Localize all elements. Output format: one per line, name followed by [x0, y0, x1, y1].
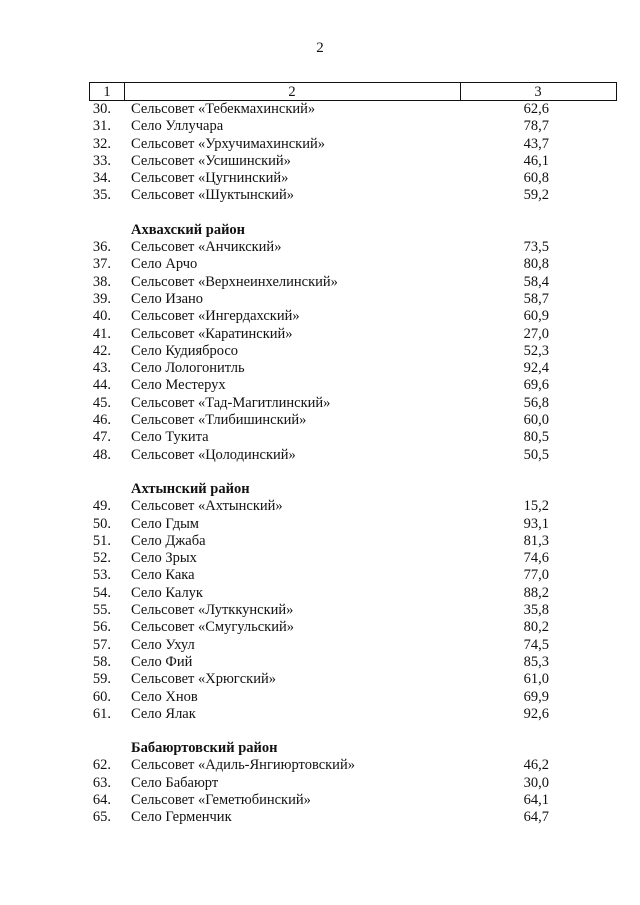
- settlement-name: Село Гдым: [131, 515, 199, 532]
- settlement-name: Село Кака: [131, 567, 195, 584]
- row-value: 59,2: [523, 187, 549, 204]
- table-row: [89, 412, 617, 429]
- settlement-name: Село Лологонитль: [131, 360, 245, 377]
- row-number: 58.: [92, 653, 111, 670]
- table-row: [89, 498, 617, 515]
- settlement-name: Село Тукита: [131, 429, 209, 446]
- table-row: [89, 689, 617, 706]
- table-row: [89, 637, 617, 654]
- table-row: [89, 326, 617, 343]
- row-value: 74,5: [523, 636, 549, 653]
- row-number: 42.: [92, 342, 111, 359]
- settlement-name: Село Кудиябросо: [131, 342, 239, 359]
- settlement-name: Село Джаба: [131, 532, 206, 549]
- settlement-name: Сельсовет «Анчикский»: [131, 239, 282, 256]
- table-row: [89, 395, 617, 412]
- district-title: Бабаюртовский район: [131, 740, 278, 757]
- row-number: 52.: [92, 550, 111, 567]
- settlement-name: Сельсовет «Шуктынский»: [131, 187, 295, 204]
- row-number: 39.: [92, 290, 111, 307]
- table-row: [89, 101, 617, 118]
- table-row: [89, 136, 617, 153]
- row-value: 64,1: [523, 791, 549, 808]
- row-value: 80,5: [523, 429, 549, 446]
- row-number: 56.: [92, 619, 111, 636]
- settlement-name: Сельсовет «Тлибишинский»: [131, 412, 307, 429]
- settlement-name: Сельсовет «Геметюбинский»: [131, 791, 311, 808]
- table-row: [89, 274, 617, 291]
- row-number: 47.: [92, 429, 111, 446]
- settlement-name: Село Уллучара: [131, 118, 224, 135]
- table-row: [89, 775, 617, 792]
- district-heading-row: [89, 740, 617, 757]
- table-row: [89, 809, 617, 826]
- row-value: 69,9: [523, 688, 549, 705]
- row-number: 51.: [92, 532, 111, 549]
- row-value: 62,6: [523, 101, 549, 117]
- row-number: 44.: [92, 377, 111, 394]
- settlement-name: Сельсовет «Лутккунский»: [131, 602, 294, 619]
- row-value: 27,0: [523, 325, 549, 342]
- row-number: 31.: [92, 118, 111, 135]
- table-row: [89, 567, 617, 584]
- row-number: 61.: [92, 705, 111, 722]
- table-row: [89, 757, 617, 774]
- row-value: 60,9: [523, 308, 549, 325]
- row-value: 58,7: [523, 290, 549, 307]
- row-number: 60.: [92, 688, 111, 705]
- settlement-name: Сельсовет «Цугнинский»: [131, 170, 289, 187]
- row-number: 54.: [92, 584, 111, 601]
- group-spacer: [89, 205, 617, 222]
- data-table: [89, 82, 617, 827]
- settlement-name: Сельсовет «Ингердахский»: [131, 308, 300, 325]
- row-value: 64,7: [523, 809, 549, 826]
- row-value: 46,1: [523, 152, 549, 169]
- table-row: [89, 550, 617, 567]
- row-value: 78,7: [523, 118, 549, 135]
- row-number: 65.: [92, 809, 111, 826]
- row-value: 61,0: [523, 671, 549, 688]
- row-number: 48.: [92, 446, 111, 463]
- district-title: Ахтынский район: [131, 480, 250, 497]
- table-row: [89, 343, 617, 360]
- row-value: 93,1: [523, 515, 549, 532]
- row-number: 59.: [92, 671, 111, 688]
- row-number: 40.: [92, 308, 111, 325]
- settlement-name: Сельсовет «Цолодинский»: [131, 446, 296, 463]
- row-number: 53.: [92, 567, 111, 584]
- row-value: 52,3: [523, 342, 549, 359]
- settlement-name: Село Арчо: [131, 256, 198, 273]
- group-spacer: [89, 464, 617, 481]
- settlement-name: Сельсовет «Тад-Магитлинский»: [131, 394, 331, 411]
- settlement-name: Село Ялак: [131, 705, 196, 722]
- settlement-name: Село Местерух: [131, 377, 226, 394]
- table-row: [89, 429, 617, 446]
- table-row: [89, 308, 617, 325]
- row-value: 43,7: [523, 135, 549, 152]
- row-value: 74,6: [523, 550, 549, 567]
- row-value: 88,2: [523, 584, 549, 601]
- header-col-1: 1: [90, 83, 125, 100]
- settlement-name: Село Зрых: [131, 550, 197, 567]
- group-spacer: [89, 723, 617, 740]
- settlement-name: Сельсовет «Ахтынский»: [131, 498, 283, 515]
- settlement-name: Село Бабаюрт: [131, 774, 219, 791]
- row-number: 46.: [92, 412, 111, 429]
- district-heading-row: [89, 481, 617, 498]
- table-row: [89, 619, 617, 636]
- row-value: 30,0: [523, 774, 549, 791]
- header-col-2: 2: [124, 83, 461, 100]
- row-value: 35,8: [523, 602, 549, 619]
- settlement-name: Село Хнов: [131, 688, 198, 705]
- row-number: 57.: [92, 636, 111, 653]
- settlement-name: Сельсовет «Каратинский»: [131, 325, 293, 342]
- row-number: 38.: [92, 273, 111, 290]
- row-number: 43.: [92, 360, 111, 377]
- row-value: 85,3: [523, 653, 549, 670]
- row-number: 30.: [92, 101, 111, 117]
- table-row: [89, 447, 617, 464]
- settlement-name: Село Ухул: [131, 636, 195, 653]
- row-number: 33.: [92, 152, 111, 169]
- district-heading-row: [89, 222, 617, 239]
- row-value: 73,5: [523, 239, 549, 256]
- settlement-name: Сельсовет «Адиль-Янгиюртовский»: [131, 757, 355, 774]
- header-col-3: 3: [534, 84, 542, 100]
- table-row: [89, 516, 617, 533]
- settlement-name: Село Герменчик: [131, 809, 232, 826]
- table-row: [89, 360, 617, 377]
- row-number: 63.: [92, 774, 111, 791]
- settlement-name: Сельсовет «Верхнеинхелинский»: [131, 273, 338, 290]
- row-number: 62.: [92, 757, 111, 774]
- row-number: 35.: [92, 187, 111, 204]
- settlement-name: Село Фий: [131, 653, 193, 670]
- row-number: 49.: [92, 498, 111, 515]
- table-row: [89, 170, 617, 187]
- table-row: [89, 291, 617, 308]
- row-value: 15,2: [523, 498, 549, 515]
- table-row: [89, 118, 617, 135]
- table-row: [89, 671, 617, 688]
- table-row: [89, 187, 617, 204]
- row-value: 56,8: [523, 394, 549, 411]
- row-value: 92,4: [523, 360, 549, 377]
- row-number: 64.: [92, 791, 111, 808]
- settlement-name: Сельсовет «Тебекмахинский»: [131, 101, 316, 117]
- table-body: [89, 101, 617, 827]
- table-row: [89, 792, 617, 809]
- row-value: 60,8: [523, 170, 549, 187]
- page-number: 2: [316, 40, 324, 56]
- row-value: 80,2: [523, 619, 549, 636]
- table-row: [89, 706, 617, 723]
- table-row: [89, 153, 617, 170]
- table-row: [89, 585, 617, 602]
- row-number: 32.: [92, 135, 111, 152]
- row-value: 46,2: [523, 757, 549, 774]
- row-number: 37.: [92, 256, 111, 273]
- row-number: 55.: [92, 602, 111, 619]
- row-value: 81,3: [523, 532, 549, 549]
- district-title: Ахвахский район: [131, 221, 246, 238]
- row-number: 34.: [92, 170, 111, 187]
- row-number: 41.: [92, 325, 111, 342]
- row-value: 92,6: [523, 705, 549, 722]
- row-number: 50.: [92, 515, 111, 532]
- row-value: 80,8: [523, 256, 549, 273]
- row-number: 45.: [92, 394, 111, 411]
- row-value: 50,5: [523, 446, 549, 463]
- row-number: 36.: [92, 239, 111, 256]
- row-value: 69,6: [523, 377, 549, 394]
- table-row: [89, 533, 617, 550]
- row-value: 58,4: [523, 273, 549, 290]
- settlement-name: Сельсовет «Усишинский»: [131, 152, 291, 169]
- table-row: [89, 602, 617, 619]
- settlement-name: Село Изано: [131, 290, 204, 307]
- settlement-name: Сельсовет «Урхучимахинский»: [131, 135, 326, 152]
- settlement-name: Сельсовет «Смугульский»: [131, 619, 294, 636]
- table-row: [89, 256, 617, 273]
- table-header: [89, 82, 617, 101]
- table-row: [89, 654, 617, 671]
- row-value: 60,0: [523, 412, 549, 429]
- row-value: 77,0: [523, 567, 549, 584]
- table-row: [89, 239, 617, 256]
- settlement-name: Сельсовет «Хрюгский»: [131, 671, 276, 688]
- table-row: [89, 377, 617, 394]
- settlement-name: Село Калук: [131, 584, 203, 601]
